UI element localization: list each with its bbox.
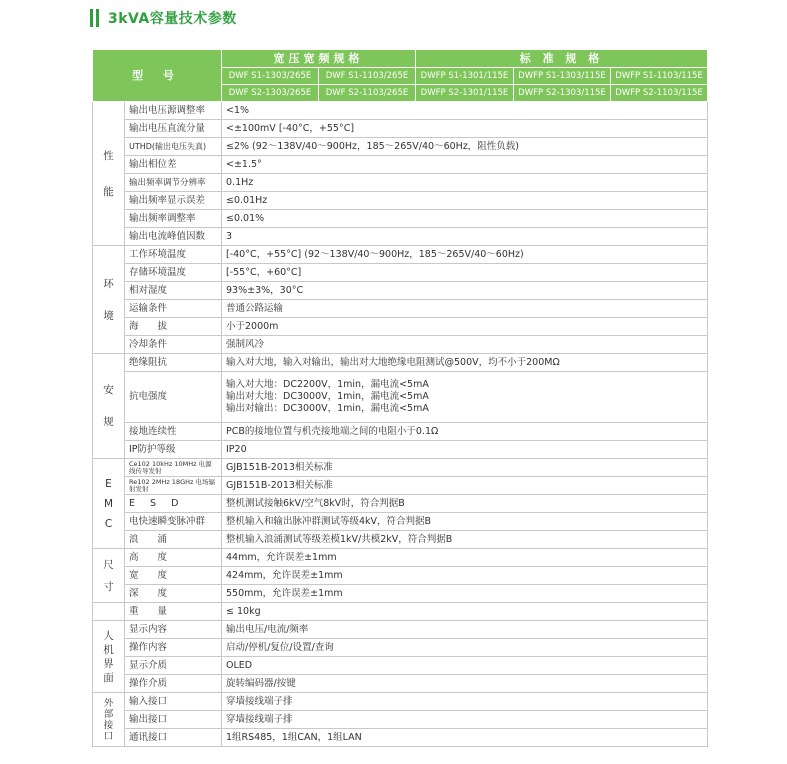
model-cell: DWFP S1-1103/115E bbox=[611, 68, 708, 85]
param-cell: 操作介质 bbox=[125, 675, 222, 693]
param-cell: 显示介质 bbox=[125, 657, 222, 675]
header-row bbox=[93, 50, 708, 68]
value-cell: PCB的接地位置与机壳接地端之间的电阻小于0.1Ω bbox=[222, 423, 708, 441]
model-cell: DWF S1-1303/265E bbox=[222, 68, 319, 85]
value-cell: 穿墙接线端子排 bbox=[222, 693, 708, 711]
param-cell: Ce102 10kHz 10MHz 电源线传导发射 bbox=[125, 459, 222, 477]
table-row bbox=[93, 585, 708, 603]
table-row bbox=[93, 336, 708, 354]
value-cell: 旋转编码器/按键 bbox=[222, 675, 708, 693]
param-cell: 重 量 bbox=[125, 603, 222, 621]
value-cell: 启动/停机/复位/设置/查询 bbox=[222, 639, 708, 657]
param-cell: 浪 涌 bbox=[125, 531, 222, 549]
table-row bbox=[93, 210, 708, 228]
category-interface: 外 部 接 口 bbox=[93, 693, 125, 747]
title-bar-decor bbox=[96, 9, 99, 27]
param-cell: 输入接口 bbox=[125, 693, 222, 711]
param-cell: 高 度 bbox=[125, 549, 222, 567]
param-cell: 海 拔 bbox=[125, 318, 222, 336]
table-row bbox=[93, 693, 708, 711]
value-cell: 550mm，允许误差±1mm bbox=[222, 585, 708, 603]
table-row bbox=[93, 639, 708, 657]
value-cell: 输入对大地：DC2200V，1min，漏电流<5mA 输出对大地：DC3000V，1min，漏电流<5mA 输出对输出：DC3000V，1min，漏电流<5mA bbox=[222, 372, 708, 423]
value-cell: 整机输入和输出脉冲群测试等级4kV，符合判据B bbox=[222, 513, 708, 531]
table-row bbox=[93, 423, 708, 441]
group-wide-header: 宽压宽频规格 bbox=[222, 50, 416, 68]
category-emc: E M C bbox=[93, 459, 125, 549]
category-safety: 安 规 bbox=[93, 354, 125, 459]
param-cell: 输出电压源调整率 bbox=[125, 102, 222, 120]
param-cell: 操作内容 bbox=[125, 639, 222, 657]
model-cell: DWF S2-1103/265E bbox=[319, 85, 416, 102]
value-cell: <±100mV [-40°C，+55°C] bbox=[222, 120, 708, 138]
category-performance: 性 能 bbox=[93, 102, 125, 246]
param-cell: 输出频率显示误差 bbox=[125, 192, 222, 210]
value-cell: <1% bbox=[222, 102, 708, 120]
param-cell: 相对湿度 bbox=[125, 282, 222, 300]
table-row bbox=[93, 174, 708, 192]
model-cell: DWFP S2-1303/115E bbox=[514, 85, 611, 102]
param-cell: 通讯接口 bbox=[125, 729, 222, 747]
table-row bbox=[93, 657, 708, 675]
value-cell: GJB151B-2013相关标准 bbox=[222, 459, 708, 477]
category-weight-empty bbox=[93, 603, 125, 621]
table-row bbox=[93, 549, 708, 567]
value-cell: ≤ 10kg bbox=[222, 603, 708, 621]
param-cell: 接地连续性 bbox=[125, 423, 222, 441]
value-cell: OLED bbox=[222, 657, 708, 675]
value-cell: 3 bbox=[222, 228, 708, 246]
table-row bbox=[93, 603, 708, 621]
param-cell: 冷却条件 bbox=[125, 336, 222, 354]
value-cell: 普通公路运输 bbox=[222, 300, 708, 318]
category-hmi: 人 机 界 面 bbox=[93, 621, 125, 693]
model-cell: DWFP S2-1301/115E bbox=[416, 85, 514, 102]
table-row bbox=[93, 441, 708, 459]
table-row bbox=[93, 711, 708, 729]
model-cell: DWFP S1-1303/115E bbox=[514, 68, 611, 85]
value-cell: ≤2% (92～138V/40～900Hz，185～265V/40～60Hz，阻性负载) bbox=[222, 138, 708, 156]
table-row bbox=[93, 264, 708, 282]
value-cell: 整机输入浪涌测试等级差模1kV/共模2kV，符合判据B bbox=[222, 531, 708, 549]
value-cell: 44mm，允许误差±1mm bbox=[222, 549, 708, 567]
param-cell: 抗电强度 bbox=[125, 372, 222, 423]
table-row bbox=[93, 138, 708, 156]
value-cell: 整机测试接触6kV/空气8kV时，符合判据B bbox=[222, 495, 708, 513]
title-bar-decor bbox=[90, 9, 93, 27]
value-cell: 1组RS485，1组CAN，1组LAN bbox=[222, 729, 708, 747]
category-size: 尺 寸 bbox=[93, 549, 125, 603]
table-row bbox=[93, 300, 708, 318]
param-cell: 运输条件 bbox=[125, 300, 222, 318]
value-cell: 424mm，允许误差±1mm bbox=[222, 567, 708, 585]
table-row bbox=[93, 531, 708, 549]
value-cell: [-40°C，+55°C] (92～138V/40～900Hz，185～265V/40～60Hz) bbox=[222, 246, 708, 264]
param-cell: 显示内容 bbox=[125, 621, 222, 639]
table-row bbox=[93, 729, 708, 747]
value-cell: <±1.5° bbox=[222, 156, 708, 174]
table-row bbox=[93, 513, 708, 531]
param-cell: 宽 度 bbox=[125, 567, 222, 585]
section-title bbox=[90, 8, 237, 28]
table-row bbox=[93, 459, 708, 477]
model-cell: DWFP S2-1103/115E bbox=[611, 85, 708, 102]
value-cell: 小于2000m bbox=[222, 318, 708, 336]
table-row bbox=[93, 246, 708, 264]
param-cell: E S D bbox=[125, 495, 222, 513]
table-row bbox=[93, 567, 708, 585]
param-cell: 输出相位差 bbox=[125, 156, 222, 174]
param-cell: UTHD(输出电压失真) bbox=[125, 138, 222, 156]
value-cell: GJB151B-2013相关标准 bbox=[222, 477, 708, 495]
param-cell: IP防护等级 bbox=[125, 441, 222, 459]
value-cell: ≤0.01Hz bbox=[222, 192, 708, 210]
table-row bbox=[93, 675, 708, 693]
param-cell: 输出电压直流分量 bbox=[125, 120, 222, 138]
param-cell: 输出接口 bbox=[125, 711, 222, 729]
table-row bbox=[93, 192, 708, 210]
table-row bbox=[93, 477, 708, 495]
value-cell: 输入对大地，输入对输出，输出对大地绝缘电阻测试@500V，均不小于200MΩ bbox=[222, 354, 708, 372]
param-cell: 深 度 bbox=[125, 585, 222, 603]
table-row bbox=[93, 495, 708, 513]
param-cell: 电快速瞬变脉冲群 bbox=[125, 513, 222, 531]
table-row bbox=[93, 621, 708, 639]
value-cell: 穿墙接线端子排 bbox=[222, 711, 708, 729]
param-cell: Re102 2MHz 18GHz 电场辐射发射 bbox=[125, 477, 222, 495]
param-cell: 输出频率调节分辨率 bbox=[125, 174, 222, 192]
model-cell: DWF S1-1103/265E bbox=[319, 68, 416, 85]
param-cell: 输出频率调整率 bbox=[125, 210, 222, 228]
param-cell: 工作环境温度 bbox=[125, 246, 222, 264]
page-title: 3kVA容量技术参数 bbox=[108, 11, 237, 27]
value-cell: 0.1Hz bbox=[222, 174, 708, 192]
table-row bbox=[93, 156, 708, 174]
group-std-header: 标 准 规 格 bbox=[416, 50, 708, 68]
table-row bbox=[93, 318, 708, 336]
table-row bbox=[93, 282, 708, 300]
model-cell: DWFP S1-1301/115E bbox=[416, 68, 514, 85]
value-cell: 强制风冷 bbox=[222, 336, 708, 354]
table-row bbox=[93, 372, 708, 423]
model-label: 型 号 bbox=[93, 50, 222, 102]
model-cell: DWF S2-1303/265E bbox=[222, 85, 319, 102]
category-environment: 环 境 bbox=[93, 246, 125, 354]
param-cell: 存储环境温度 bbox=[125, 264, 222, 282]
value-cell: 93%±3%，30°C bbox=[222, 282, 708, 300]
param-cell: 绝缘阻抗 bbox=[125, 354, 222, 372]
value-cell: ≤0.01% bbox=[222, 210, 708, 228]
table-row bbox=[93, 354, 708, 372]
param-cell: 输出电流峰值因数 bbox=[125, 228, 222, 246]
value-cell: [-55°C，+60°C] bbox=[222, 264, 708, 282]
table-row bbox=[93, 120, 708, 138]
value-cell: 输出电压/电流/频率 bbox=[222, 621, 708, 639]
value-cell: IP20 bbox=[222, 441, 708, 459]
table-row bbox=[93, 102, 708, 120]
spec-table bbox=[92, 49, 708, 747]
table-row bbox=[93, 228, 708, 246]
